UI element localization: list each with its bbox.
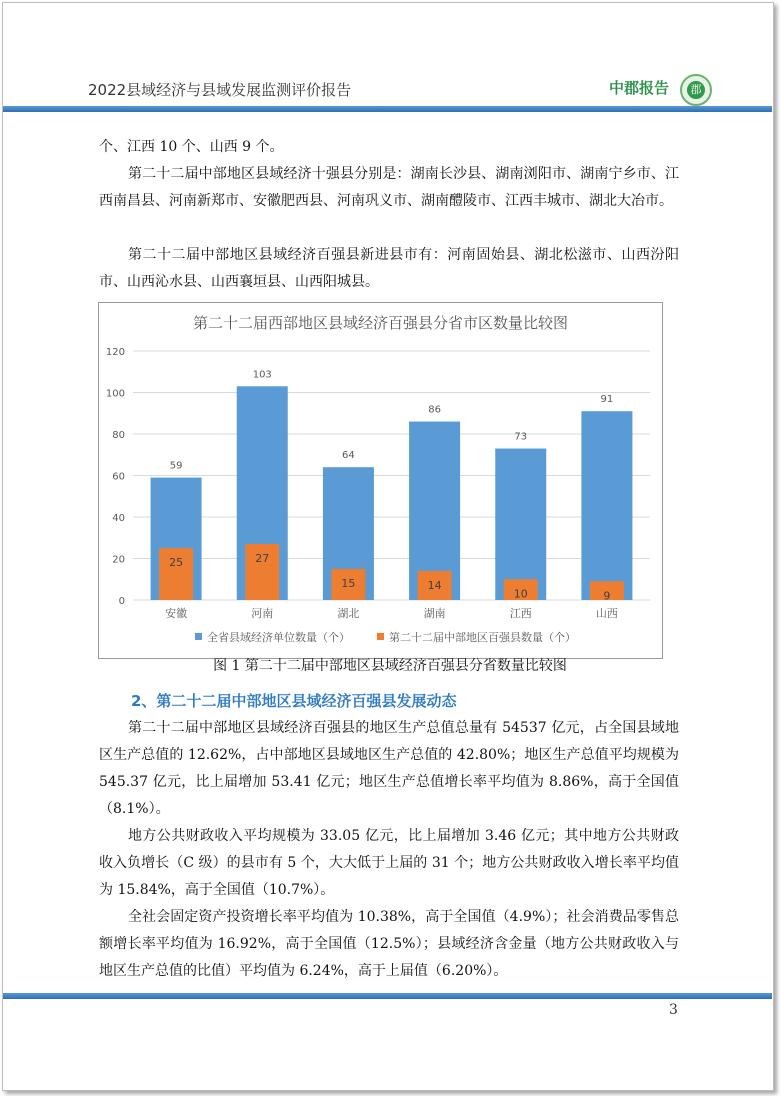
legend-swatch-series-1 (195, 633, 202, 640)
brand-logo-icon (680, 74, 712, 106)
data-label-series-1: 91 (600, 394, 614, 406)
logo-glyph: 郡 (687, 81, 705, 99)
x-category-label: 江西 (509, 607, 532, 620)
legend-swatch-series-2 (377, 633, 384, 640)
data-label-series-2: 9 (603, 589, 611, 603)
data-label-series-1: 73 (514, 431, 528, 443)
data-label-series-2: 10 (513, 587, 528, 601)
footer-rule (3, 993, 772, 999)
y-tick-label: 0 (118, 596, 125, 607)
paragraph-5: 地方公共财政收入平均规模为 33.05 亿元，比上届增加 3.46 亿元；其中地方公共财政收入负增长（C 级）的县市有 5 个，大大低于上届的 31 个；地方公共财政收入增长率平均值为 15.84%，高于全国值（10.7%）。 (99, 828, 679, 898)
y-tick-label: 80 (112, 430, 125, 441)
data-label-series-2: 14 (427, 578, 442, 592)
x-category-label: 山西 (595, 607, 618, 620)
data-label-series-1: 103 (252, 369, 272, 381)
data-label-series-1: 64 (342, 450, 355, 462)
x-category-label: 湖北 (337, 607, 360, 620)
data-label-series-1: 86 (428, 404, 441, 416)
legend-label-series-1: 全省县域经济单位数量（个） (207, 631, 350, 644)
report-title: 2022县域经济与县域发展监测评价报告 (88, 81, 352, 99)
x-category-label: 湖南 (423, 607, 446, 620)
x-category-label: 安徽 (165, 607, 188, 620)
chart-title: 第二十二届西部地区县域经济百强县分省市区数量比较图 (192, 314, 568, 332)
y-tick-label: 40 (112, 513, 125, 524)
bar-series-1 (581, 411, 632, 603)
legend-label-series-2: 第二十二届中部地区百强县数量（个） (389, 631, 576, 644)
figure-caption: 图 1 第二十二届中部地区县域经济百强县分省数量比较图 (213, 658, 567, 674)
header-rule (3, 106, 772, 112)
y-tick-label: 20 (112, 554, 125, 566)
paragraph-6: 全社会固定资产投资增长率平均值为 10.38%，高于全国值（4.9%）；社会消费品零售总额增长率平均值为 16.92%，高于全国值（12.5%）；县域经济含金量（地方公共财政收入与地区生产总值的比值）平均值为 6.24%，高于上届值（6.20%）。 (99, 909, 679, 979)
paragraph-2: 第二十二届中部地区县域经济十强县分别是：湖南长沙县、湖南浏阳市、湖南宁乡市、江西南昌县、河南新郑市、安徽肥西县、河南巩义市、湖南醴陵市、江西丰城市、湖北大冶市。 (99, 166, 679, 209)
paragraph-3: 第二十二届中部地区县域经济百强县新进县市有：河南固始县、湖北松滋市、山西汾阳市、山西沁水县、山西襄垣县、山西阳城县。 (99, 247, 679, 290)
paragraph-4: 第二十二届中部地区县域经济百强县的地区生产总值总量有 54537 亿元，占全国县域地区生产总值的 12.62%，占中部地区县域地区生产总值的 42.80%；地区生产总值平均规模为 545.37 亿元，比上届增加 53.41 亿元；地区生产总值增长率平均值为 8.86%，高于全国值（8.1%）。 (99, 720, 679, 817)
data-label-series-2: 25 (169, 556, 184, 570)
y-tick-label: 120 (105, 347, 125, 358)
data-label-series-1: 59 (169, 460, 183, 472)
section-heading: 2、第二十二届中部地区县域经济百强县发展动态 (131, 692, 457, 710)
paragraph-1: 个、江西 10 个、山西 9 个。 (99, 139, 284, 155)
data-label-series-2: 27 (255, 551, 270, 565)
bar-series-1 (495, 449, 546, 600)
x-category-label: 河南 (251, 607, 274, 620)
chart-container (98, 302, 663, 659)
brand-name: 中郡报告 (609, 79, 670, 97)
y-tick-label: 60 (112, 471, 125, 483)
page-number: 3 (669, 1002, 678, 1018)
data-label-series-2: 15 (341, 576, 356, 590)
y-tick-label: 100 (105, 388, 125, 400)
bar-chart (99, 303, 662, 658)
